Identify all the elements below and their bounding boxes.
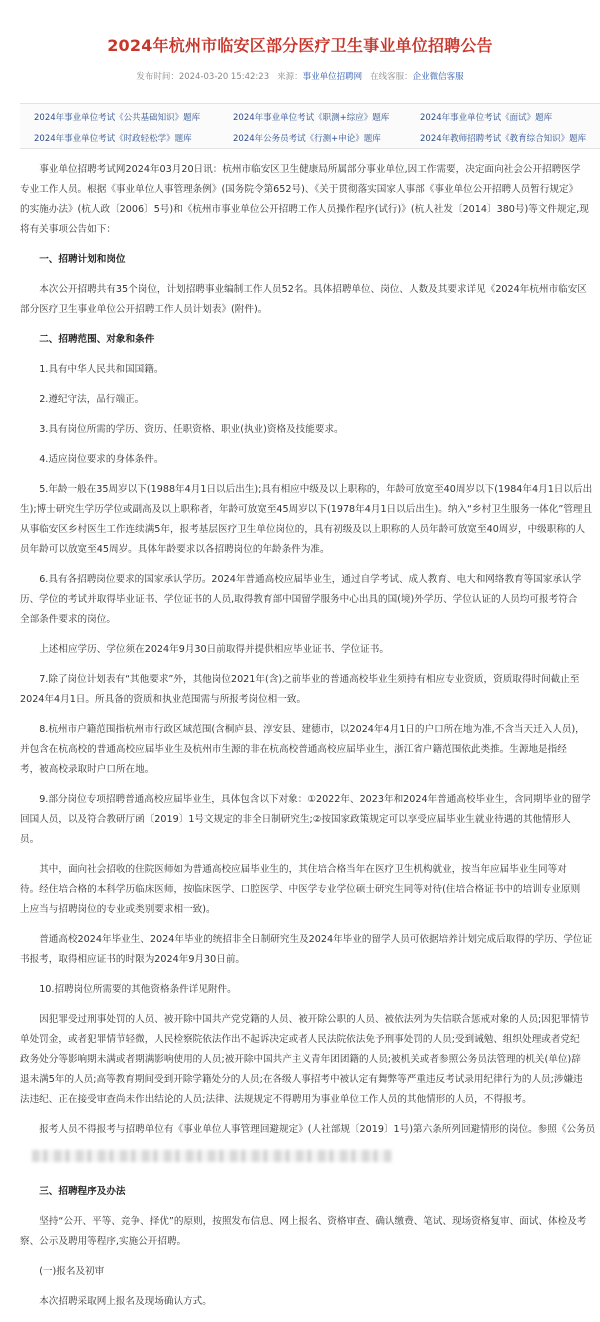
article-meta — [0, 70, 600, 82]
text-line: 法违纪、正在接受审查尚未作出结论的人员;法律、法规规定不得聘用为事业单位工作人员的其他情形的人员，不得报考。 — [20, 1094, 532, 1105]
text-line: 事业单位招聘考试网2024年03月20日讯：杭州市临安区卫生健康局所属部分事业单位,因工作需要，决定面向社会公开招聘医学 — [39, 164, 581, 175]
source-label: 来源： — [277, 72, 303, 82]
body-paragraph — [20, 360, 600, 380]
body-paragraph — [20, 640, 600, 660]
body-paragraph — [20, 670, 600, 710]
source-link[interactable]: 事业单位招聘网 — [302, 72, 363, 82]
text-line: 退未满5年的人员;高等教育期间受到开除学籍处分的人员;在各级人事招考中被认定有舞弊等严重违反考试录用纪律行为的人员;涉嫌违 — [20, 1074, 583, 1085]
text-line: 报考人员不得报考与招聘单位有《事业单位人事管理回避规定》(人社部规〔2019〕1号)第六条所列回避情形的岗位。参照《公务员 — [39, 1124, 596, 1135]
consult-link[interactable]: 企业微信客服 — [412, 72, 464, 82]
article-body — [20, 160, 600, 1322]
text-line: 普通高校2024年毕业生、2024年毕业的统招非全日制研究生及2024年毕业的留学人员可依据培养计划完成后取得的学历、学位证 — [39, 934, 593, 945]
text-line: 6.具有各招聘岗位要求的国家承认学历。2024年普通高校应届毕业生，通过自学考试、成人教育、电大和网络教育等国家承认学 — [39, 574, 582, 585]
text-line: 从事临安区乡村医生工作连续满5年，报考基层医疗卫生单位岗位的，具有初级及以上职称的人员年龄可放宽至40周岁，中级职称的人 — [20, 524, 586, 535]
section-heading — [20, 250, 600, 270]
exam-link[interactable]: 2024年教师招聘考试《教育综合知识》题库 — [420, 134, 587, 144]
exam-link[interactable]: 2024年公务员考试《行测+申论》题库 — [233, 134, 381, 144]
text-line: 坚持“公开、平等、竞争、择优”的原则，按照发布信息、网上报名、资格审查、确认缴费、笔试、现场资格复审、面试、体检及考 — [39, 1216, 587, 1227]
exam-links-table — [20, 103, 600, 149]
text-line: 4.适应岗位要求的身体条件。 — [39, 454, 164, 465]
body-paragraph — [20, 980, 600, 1000]
text-line: 一、招聘计划和岗位 — [39, 254, 126, 265]
exam-link[interactable]: 2024年事业单位考试《职测+综应》题库 — [233, 113, 390, 123]
text-line: 其中，面向社会招收的住院医师如为普通高校应届毕业生的，其住培合格当年在医疗卫生机构就业，按当年应届毕业生同等对 — [39, 864, 567, 875]
body-paragraph — [20, 930, 600, 970]
exam-link[interactable]: 2024年事业单位考试《面试》题库 — [420, 113, 553, 123]
text-line: 部分医疗卫生事业单位公开招聘工作人员计划表》(附件)。 — [20, 304, 268, 315]
body-paragraph — [20, 1120, 600, 1140]
body-paragraph — [20, 1010, 600, 1110]
body-paragraph — [20, 280, 600, 320]
text-line: 政务处分等影响期未满或者期满影响使用的人员;被开除中国共产主义青年团团籍的人员;被机关或者参照公务员法管理的机关(单位)辞 — [20, 1054, 581, 1065]
text-line: 3.具有岗位所需的学历、资历、任职资格、职业(执业)资格及技能要求。 — [39, 424, 344, 435]
text-line: 专业工作人员。根据《事业单位人事管理条例》(国务院令第652号)、《关于贯彻落实国家人事部《事业单位公开招聘人员暂行规定》 — [20, 184, 579, 195]
text-line: 生);博士研究生学历学位或副高及以上职称者，年龄可放宽至45周岁以下(1978年4月1日以后出生)。纳入“乡村卫生服务一体化”管理且 — [20, 504, 593, 515]
text-line: 本次公开招聘共有35个岗位，计划招聘事业编制工作人员52名。具体招聘单位、岗位、人数及其要求详见《2024年杭州市临安区 — [39, 284, 587, 295]
text-line: 9.部分岗位专项招聘普通高校应届毕业生，具体包含以下对象：①2022年、2023年和2024年普通高校毕业生，含同期毕业的留学 — [39, 794, 591, 805]
body-paragraph — [20, 420, 600, 440]
body-paragraph — [20, 1212, 600, 1252]
text-line: 2.遵纪守法，品行端正。 — [39, 394, 145, 405]
text-line: 全部条件要求的岗位。 — [20, 614, 116, 625]
text-line: 10.招聘岗位所需要的其他资格条件详见附件。 — [39, 984, 237, 995]
consult-label: 在线客服： — [370, 72, 413, 82]
section-heading — [20, 1182, 600, 1202]
text-line: 5.年龄一般在35周岁以下(1988年4月1日以后出生);具有相应中级及以上职称的，年龄可放宽至40周岁以下(1984年4月1日以后出 — [39, 484, 593, 495]
body-paragraph — [20, 720, 600, 780]
text-line: 二、招聘范围、对象和条件 — [39, 334, 155, 345]
text-line: 三、招聘程序及办法 — [39, 1186, 126, 1197]
text-line: 8.杭州市户籍范围指杭州市行政区域范围(含桐庐县、淳安县、建德市，以2024年4月1日的户口所在地为准,不含当天迁入人员)， — [39, 724, 585, 735]
text-line: 本次招聘采取网上报名及现场确认方式。 — [39, 1296, 212, 1307]
text-line: 考，被高校录取时户口所在地。 — [20, 764, 155, 775]
page-title: 2024年杭州市临安区部分医疗卫生事业单位招聘公告 — [107, 36, 493, 55]
text-line: 员。 — [20, 834, 40, 845]
exam-link[interactable]: 2024年事业单位考试《时政轻松学》题库 — [34, 134, 192, 144]
body-paragraph — [20, 160, 600, 240]
text-line: 员年龄可以放宽至45周岁。具体年龄要求以各招聘岗位的年龄条件为准。 — [20, 544, 330, 555]
text-line: 回国人员，以及符合教研厅函〔2019〕1号文规定的非全日制研究生;②按国家政策规定可以享受应届毕业生就业待遇的其他情形人 — [20, 814, 571, 825]
publish-time: 2024-03-20 15:42:23 — [178, 72, 270, 82]
text-line: (一)报名及初审 — [39, 1266, 105, 1277]
text-line: 上述相应学历、学位须在2024年9月30日前取得并提供相应毕业证书、学位证书。 — [39, 644, 389, 655]
text-line: 将有关事项公告如下： — [20, 224, 116, 235]
text-line: 的实施办法》(杭人政〔2006〕5号)和《杭州市事业单位公开招聘工作人员操作程序(试行)》(杭人社发〔2014〕380号)等文件规定,现 — [20, 204, 589, 215]
exam-link[interactable]: 2024年事业单位考试《公共基础知识》题库 — [34, 113, 201, 123]
body-paragraph — [20, 790, 600, 850]
body-paragraph — [20, 390, 600, 410]
text-line: 7.除了岗位计划表有“其他要求”外，其他岗位2021年(含)之前毕业的普通高校毕业生须持有相应专业资质，资质取得时间截止至 — [39, 674, 580, 685]
publish-label: 发布时间： — [136, 72, 179, 82]
body-paragraph — [20, 480, 600, 560]
text-line: 因犯罪受过刑事处罚的人员、被开除中国共产党党籍的人员、被开除公职的人员、被依法列为失信联合惩戒对象的人员;因犯罪情节 — [39, 1014, 590, 1025]
text-line: 书报考，取得相应证书的时限为2024年9月30日前。 — [20, 954, 246, 965]
blurred-redaction — [32, 1150, 392, 1162]
text-line: 待。经住培合格的本科学历临床医师，按临床医学、口腔医学、中医学专业学位硕士研究生同等对待(住培合格证书中的培训专业原则 — [20, 884, 581, 895]
body-paragraph — [20, 1292, 600, 1312]
text-line: 察、公示及聘用等程序,实施公开招聘。 — [20, 1236, 187, 1247]
body-paragraph — [20, 450, 600, 470]
text-line: 并包含在杭高校的普通高校应届毕业生及杭州市生源的非在杭高校普通高校应届毕业生，浙江省户籍范围依此类推。生源地是指经 — [20, 744, 567, 755]
section-heading — [20, 330, 600, 350]
text-line: 历、学位的考试并取得毕业证书、学位证书的人员,取得教育部中国留学服务中心出具的国(境)外学历、学位认证的人员均可报考符合 — [20, 594, 578, 605]
body-paragraph — [20, 1262, 600, 1282]
text-line: 单处罚金，或者犯罪情节轻微，人民检察院依法作出不起诉决定或者人民法院依法免予刑事处罚的人员;受到诫勉、组织处理或者党纪 — [20, 1034, 580, 1045]
text-line: 1.具有中华人民共和国国籍。 — [39, 364, 164, 375]
body-paragraph — [20, 570, 600, 630]
text-line: 2024年4月1日。所具备的资质和执业范围需与所报考岗位相一致。 — [20, 694, 307, 705]
body-paragraph — [20, 860, 600, 920]
text-line: 上应当与招聘岗位的专业或类别要求相一致)。 — [20, 904, 216, 915]
